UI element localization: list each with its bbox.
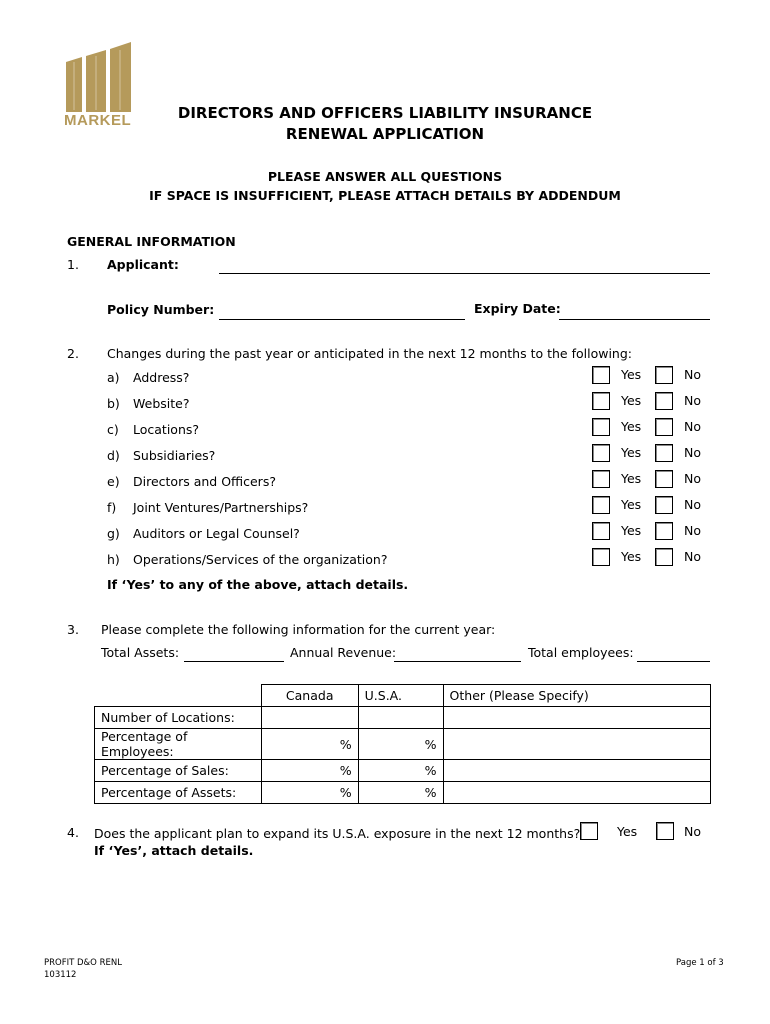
q2-item-letter: e) <box>107 474 120 489</box>
q2-no-label: No <box>684 549 701 564</box>
q2-item-letter: d) <box>107 448 120 463</box>
q2-yes-label: Yes <box>621 419 642 434</box>
total-assets-field[interactable] <box>184 661 284 662</box>
q2-item-label: Auditors or Legal Counsel? <box>133 526 300 541</box>
table-row <box>95 782 711 804</box>
policy-number-field[interactable] <box>219 319 465 320</box>
q4-number: 4. <box>67 825 79 840</box>
q2-no-checkbox[interactable] <box>655 470 673 488</box>
q2-item-label: Operations/Services of the organization? <box>133 552 388 567</box>
q4-text: Does the applicant plan to expand its U.S.A. exposure in the next 12 months? <box>94 826 581 841</box>
q2-item-letter: g) <box>107 526 120 541</box>
q2-yes-checkbox[interactable] <box>592 366 610 384</box>
usa-cell[interactable]: % <box>358 729 443 760</box>
header-other: Other (Please Specify) <box>443 685 710 707</box>
row-label: Percentage of Employees: <box>95 729 262 760</box>
other-cell[interactable] <box>443 707 710 729</box>
q2-note: If ‘Yes’ to any of the above, attach details. <box>107 577 409 592</box>
q2-no-label: No <box>684 497 701 512</box>
q2-item-letter: f) <box>107 500 117 515</box>
usa-cell[interactable]: % <box>358 760 443 782</box>
q2-text: Changes during the past year or anticipated in the next 12 months to the following: <box>107 346 632 361</box>
q2-yes-checkbox[interactable] <box>592 392 610 410</box>
q3-number: 3. <box>67 622 79 637</box>
q4-no-label: No <box>684 824 701 839</box>
header-canada: Canada <box>261 685 358 707</box>
q2-yes-label: Yes <box>621 367 642 382</box>
header-usa: U.S.A. <box>358 685 443 707</box>
canada-cell[interactable]: % <box>261 760 358 782</box>
expiry-date-field[interactable] <box>559 319 710 320</box>
q2-item-label: Address? <box>133 370 190 385</box>
q2-yes-label: Yes <box>621 497 642 512</box>
instruction-line1: PLEASE ANSWER ALL QUESTIONS <box>267 169 503 184</box>
row-label: Percentage of Sales: <box>95 760 262 782</box>
q2-yes-checkbox[interactable] <box>592 418 610 436</box>
q2-item-label: Subsidiaries? <box>133 448 216 463</box>
q2-item-label: Locations? <box>133 422 200 437</box>
q2-no-checkbox[interactable] <box>655 444 673 462</box>
table-row <box>95 760 711 782</box>
row-label: Percentage of Assets: <box>95 782 262 804</box>
q2-no-label: No <box>684 445 701 460</box>
q2-yes-checkbox[interactable] <box>592 470 610 488</box>
q2-yes-checkbox[interactable] <box>592 444 610 462</box>
q2-item-letter: c) <box>107 422 119 437</box>
q2-item-letter: b) <box>107 396 120 411</box>
table-corner-cell <box>95 685 262 707</box>
total-employees-field[interactable] <box>637 661 710 662</box>
table-row <box>95 707 711 729</box>
other-cell[interactable] <box>443 782 710 804</box>
page-title-line1: DIRECTORS AND OFFICERS LIABILITY INSURANCE <box>177 104 593 122</box>
annual-revenue-label: Annual Revenue: <box>290 645 397 660</box>
q2-no-checkbox[interactable] <box>655 392 673 410</box>
q2-no-checkbox[interactable] <box>655 496 673 514</box>
expiry-date-label: Expiry Date: <box>474 301 561 316</box>
total-employees-label: Total employees: <box>528 645 634 660</box>
row-label: Number of Locations: <box>95 707 262 729</box>
q2-no-label: No <box>684 523 701 538</box>
canada-cell[interactable] <box>261 707 358 729</box>
table-header-row <box>95 685 711 707</box>
q2-yes-label: Yes <box>621 471 642 486</box>
other-cell[interactable] <box>443 729 710 760</box>
annual-revenue-field[interactable] <box>394 661 521 662</box>
canada-cell[interactable]: % <box>261 729 358 760</box>
usa-cell[interactable]: % <box>358 782 443 804</box>
instruction-line2: IF SPACE IS INSUFFICIENT, PLEASE ATTACH DETAILS BY ADDENDUM <box>149 188 621 203</box>
q2-no-checkbox[interactable] <box>655 548 673 566</box>
q2-item-label: Website? <box>133 396 190 411</box>
q2-yes-label: Yes <box>621 445 642 460</box>
table-row <box>95 729 711 760</box>
q2-yes-label: Yes <box>621 549 642 564</box>
q2-no-label: No <box>684 419 701 434</box>
q4-yes-label: Yes <box>617 824 638 839</box>
q3-text: Please complete the following information for the current year: <box>101 622 496 637</box>
q2-yes-checkbox[interactable] <box>592 522 610 540</box>
q2-yes-checkbox[interactable] <box>592 496 610 514</box>
footer-page-number: Page 1 of 3 <box>676 958 724 968</box>
usa-cell[interactable] <box>358 707 443 729</box>
q2-yes-label: Yes <box>621 393 642 408</box>
footer-form-code: 103112 <box>44 970 77 980</box>
general-heading: GENERAL INFORMATION <box>67 234 236 249</box>
q2-no-label: No <box>684 471 701 486</box>
footer-form-name: PROFIT D&O RENL <box>44 958 122 968</box>
q2-no-checkbox[interactable] <box>655 366 673 384</box>
q2-yes-label: Yes <box>621 523 642 538</box>
q2-item-letter: h) <box>107 552 120 567</box>
q2-item-label: Joint Ventures/Partnerships? <box>133 500 309 515</box>
q2-no-label: No <box>684 367 701 382</box>
location-table <box>94 684 711 804</box>
q2-item-letter: a) <box>107 370 120 385</box>
applicant-field[interactable] <box>219 273 710 274</box>
other-cell[interactable] <box>443 760 710 782</box>
q2-no-checkbox[interactable] <box>655 522 673 540</box>
policy-number-label: Policy Number: <box>107 302 215 317</box>
markel-logo-text: MARKEL <box>64 112 132 129</box>
q2-no-checkbox[interactable] <box>655 418 673 436</box>
applicant-label: Applicant: <box>107 257 179 272</box>
canada-cell[interactable]: % <box>261 782 358 804</box>
q2-no-label: No <box>684 393 701 408</box>
q2-item-label: Directors and Officers? <box>133 474 276 489</box>
q4-no-checkbox[interactable] <box>656 822 674 840</box>
q4-note: If ‘Yes’, attach details. <box>94 843 254 858</box>
q2-yes-checkbox[interactable] <box>592 548 610 566</box>
q2-number: 2. <box>67 346 79 361</box>
q4-yes-checkbox[interactable] <box>580 822 598 840</box>
page-title-line2: RENEWAL APPLICATION <box>285 125 485 143</box>
q1-number: 1. <box>67 257 79 272</box>
total-assets-label: Total Assets: <box>101 645 180 660</box>
